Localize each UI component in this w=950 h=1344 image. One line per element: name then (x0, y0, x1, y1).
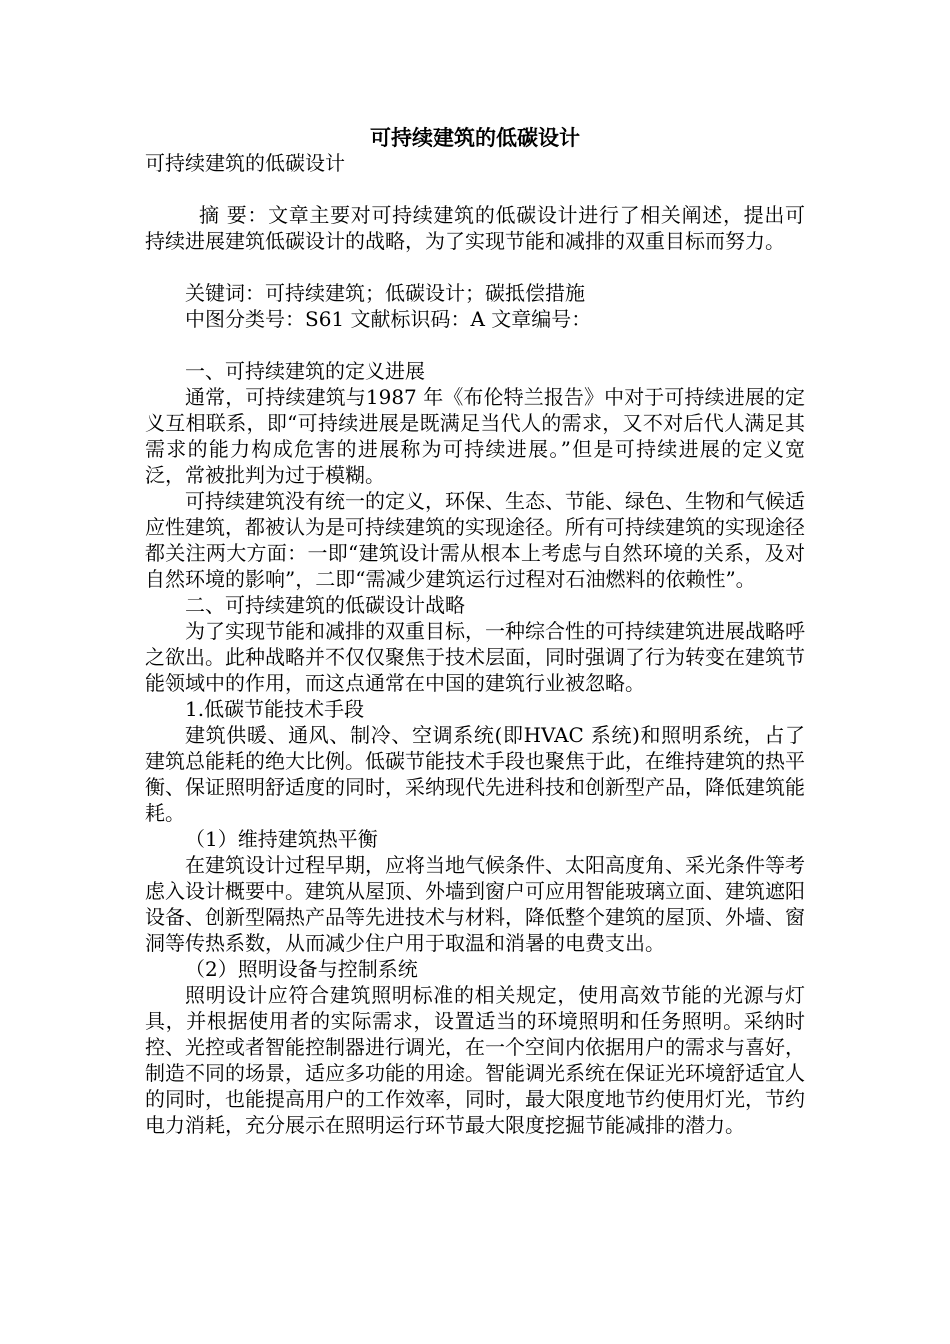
section2-paragraph-1: 为了实现节能和减排的双重目标，一种综合性的可持续建筑进展战略呼之欲出。此种战略并不仅仅聚焦于技术层面，同时强调了行为转变在建筑节能领域中的作用，而这点通常在中国的建筑行业被忽略。 (145, 619, 805, 695)
item1-paragraph-1: 在建筑设计过程早期，应将当地气候条件、太阳高度角、采光条件等考虑入设计概要中。建筑从屋顶、外墙到窗户可应用智能玻璃立面、建筑遮阳设备、创新型隔热产品等先进技术与材料，降低整个建筑的屋顶、外墙、窗洞等传热系数，从而减少住户用于取温和消暑的电费支出。 (145, 853, 805, 955)
item1-heading: （1）维持建筑热平衡 (185, 827, 378, 851)
spacer (145, 176, 805, 202)
spacer (145, 332, 805, 358)
section1-paragraph-2: 可持续建筑没有统一的定义，环保、生态、节能、绿色、生物和气候适应性建筑，都被认为是可持续建筑的实现途径。所有可持续建筑的实现途径都关注两大方面：一即“建筑设计需从根本上考虑与自然环境的关系，及对自然环境的影响”，二即“需减少建筑运行过程对石油燃料的依赖性”。 (145, 489, 805, 591)
keywords-line: 关键词：可持续建筑；低碳设计；碳抵偿措施 (185, 281, 585, 305)
document-subtitle: 可持续建筑的低碳设计 (145, 151, 345, 175)
section2-heading: 二、可持续建筑的低碳设计战略 (185, 593, 465, 617)
subsection1-paragraph-1: 建筑供暖、通风、制冷、空调系统(即HVAC 系统)和照明系统，占了建筑总能耗的绝大比例。低碳节能技术手段也聚焦于此，在维持建筑的热平衡、保证照明舒适度的同时，采纳现代先进科技和创新型产品，降低建筑能耗。 (145, 723, 805, 825)
abstract-paragraph: 摘 要：文章主要对可持续建筑的低碳设计进行了相关阐述，提出可持续进展建筑低碳设计的战略，为了实现节能和减排的双重目标而努力。 (145, 203, 805, 253)
section1-paragraph-1: 通常，可持续建筑与1987 年《布伦特兰报告》中对于可持续进展的定义互相联系，即“可持续进展是既满足当代人的需求，又不对后代人满足其需求的能力构成危害的进展称为可持续进展。”但是可持续进展的定义宽泛，常被批判为过于模糊。 (145, 385, 805, 487)
section1-heading: 一、可持续建筑的定义进展 (185, 359, 425, 383)
spacer (145, 254, 805, 280)
document-title: 可持续建筑的低碳设计 (370, 125, 580, 150)
item2-paragraph-1: 照明设计应符合建筑照明标准的相关规定，使用高效节能的光源与灯具，并根据使用者的实际需求，设置适当的环境照明和任务照明。采纳时控、光控或者智能控制器进行调光，在一个空间内依据用户的需求与喜好，制造不同的场景，适应多功能的用途。智能调光系统在保证光环境舒适宜人的同时，也能提高用户的工作效率，同时，最大限度地节约使用灯光，节约电力消耗，充分展示在照明运行环节最大限度挖掘节能减排的潜力。 (145, 983, 805, 1137)
classification-line: 中图分类号：S61 文献标识码：A 文章编号： (185, 307, 592, 331)
subsection1-heading: 1.低碳节能技术手段 (185, 697, 365, 721)
document-body (145, 150, 805, 1138)
item2-heading: （2）照明设备与控制系统 (185, 957, 418, 981)
